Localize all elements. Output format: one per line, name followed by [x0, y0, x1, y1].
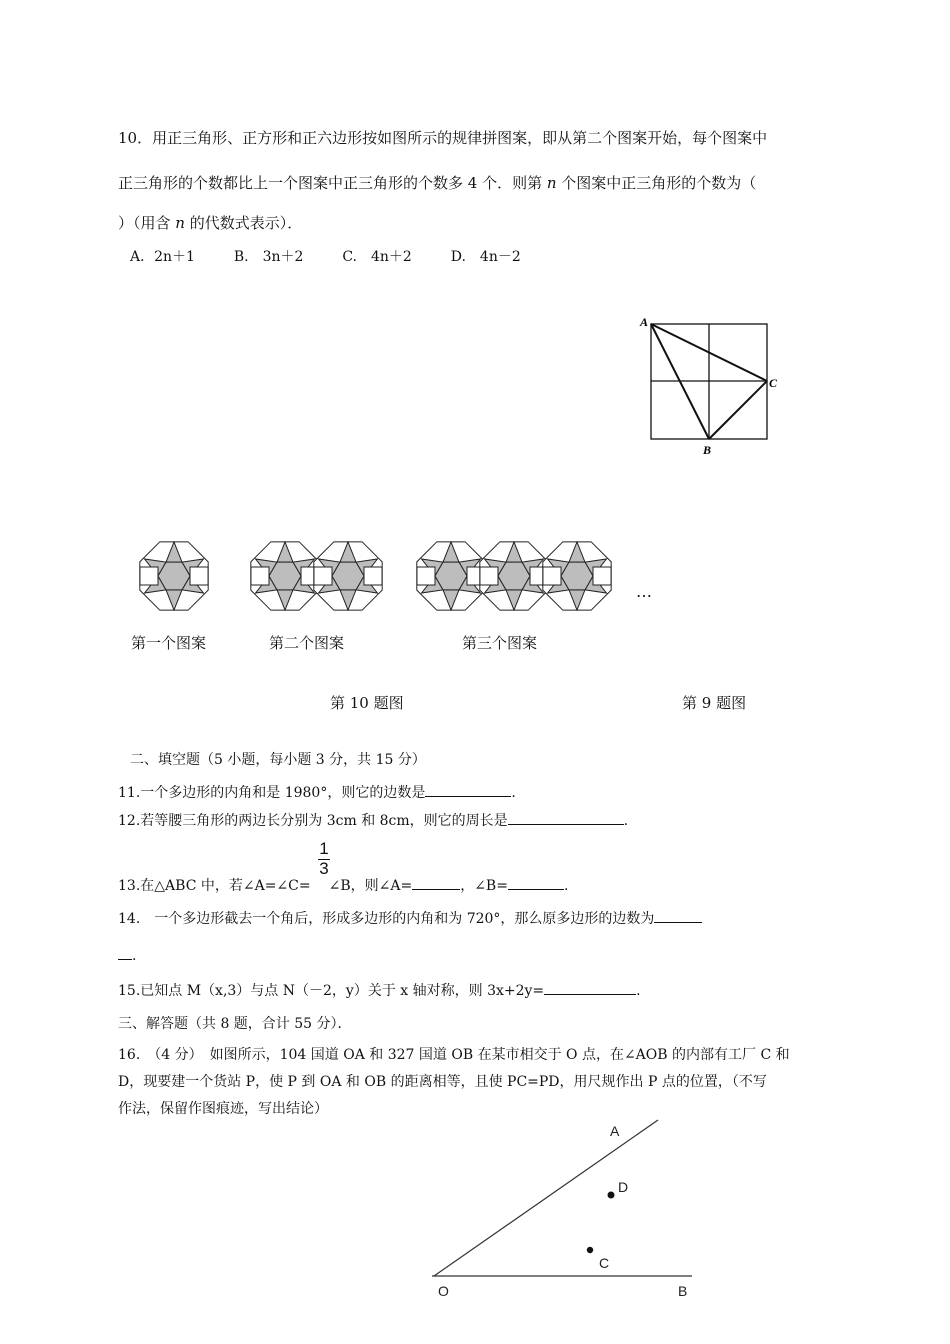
- q10-line1: 10．用正三角形、正方形和正六边形按如图所示的规律拼图案，即从第二个图案开始，每个图案中: [118, 129, 768, 147]
- fig9-label-b: B: [703, 443, 712, 457]
- pattern-square: [480, 567, 498, 585]
- fraction-denominator: 3: [319, 859, 329, 878]
- q16-line1: 16. （4 分） 如图所示，104 国道 OA 和 327 国道 OB 在某市相交于 O 点，在∠AOB 的内部有工厂 C 和: [118, 1047, 790, 1063]
- q11-end: .: [511, 785, 516, 801]
- option-c: C. 4n＋2: [342, 249, 412, 265]
- q12-end: .: [623, 813, 629, 829]
- point-d: [608, 1192, 615, 1199]
- pattern-square: [417, 567, 435, 585]
- q14-blank-cont: [118, 945, 132, 960]
- fig9-label-c: C: [769, 376, 778, 390]
- q14-blank: [654, 908, 702, 923]
- q10-line3-a: ）（用含: [118, 214, 176, 232]
- q15-text: 15.已知点 M（x,3）与点 N（－2，y）关于 x 轴对称，则 3x+2y=: [118, 983, 545, 999]
- q15-blank: [544, 980, 636, 995]
- q11: [118, 782, 516, 802]
- fig16-label-c: C: [599, 1255, 610, 1271]
- q10-line3: [118, 212, 302, 233]
- q13-text-c: ，∠B=: [460, 878, 508, 894]
- pattern-square: [314, 567, 332, 585]
- q10-line2-b: 个图案中正三角形的个数为（: [556, 174, 757, 192]
- fig9-label-a: A: [640, 315, 649, 329]
- caption-pattern-1: 第一个图案: [131, 634, 207, 652]
- fig16-diagram: [420, 1110, 710, 1310]
- caption-pattern-2: 第二个图案: [269, 634, 345, 652]
- fig16-label-o: O: [438, 1283, 449, 1299]
- q14-cont: [118, 945, 136, 964]
- q10-line2-a: 正三角形的个数都比上一个图案中正三角形的个数多 4 个．则第: [118, 174, 547, 192]
- q14: [118, 908, 702, 928]
- q15: [118, 980, 641, 1000]
- fig9-diagram: [630, 310, 800, 460]
- fig16-label-b: B: [678, 1283, 688, 1299]
- fig16-label-d: D: [618, 1179, 629, 1195]
- pattern-square: [543, 567, 561, 585]
- q13-blank-b: [508, 875, 564, 890]
- q12: [118, 810, 628, 830]
- fig9-caption: 第 9 题图: [682, 694, 747, 712]
- point-c: [587, 1247, 593, 1253]
- option-d: D. 4n－2: [450, 249, 521, 265]
- option-b: B. 3n＋2: [233, 249, 304, 265]
- q12-text: 12.若等腰三角形的两边长分别为 3cm 和 8cm，则它的周长是: [118, 813, 508, 829]
- caption-pattern-3: 第三个图案: [462, 634, 538, 652]
- pattern-square: [364, 567, 382, 585]
- q10-n: n: [546, 174, 557, 192]
- fraction-numerator: 1: [319, 839, 329, 858]
- q13: [118, 875, 568, 895]
- pattern-square: [190, 567, 208, 585]
- q14-text: 14. 一个多边形截去一个角后，形成多边形的内角和为 720°，那么原多边形的边数为: [118, 911, 655, 927]
- q11-text: 11.一个多边形的内角和是 1980°，则它的边数是: [118, 785, 426, 801]
- q15-end: .: [636, 983, 641, 999]
- q10-line2: [118, 172, 756, 193]
- section3-heading: 三、解答题（共 8 题，合计 55 分）．: [118, 1016, 352, 1032]
- fig16-label-a: A: [610, 1123, 620, 1139]
- q14-end: .: [132, 948, 137, 964]
- q12-blank: [508, 810, 624, 825]
- q10-line3-b: 的代数式表示）．: [184, 214, 303, 232]
- section2-heading: 二、填空题（5 小题，每小题 3 分，共 15 分）: [130, 752, 426, 768]
- pattern-square: [251, 567, 269, 585]
- option-a: A．2n＋1: [130, 249, 195, 265]
- q16-line2: D，现要建一个货站 P，使 P 到 OA 和 OB 的距离相等，且使 PC=PD，用尺规作出 P 点的位置，（不写: [118, 1074, 767, 1090]
- q16-line3: 作法，保留作图痕迹，写出结论）: [118, 1101, 328, 1117]
- q10-options: [130, 246, 521, 266]
- fig10-patterns: [120, 530, 640, 620]
- q13-text-b: ∠B，则∠A=: [328, 878, 413, 894]
- q10-n: n: [175, 214, 185, 232]
- q13-text-a: 13.在△ABC 中，若∠A=∠C=: [118, 878, 311, 894]
- q11-blank: [425, 782, 511, 797]
- fig10-ellipsis: …: [636, 582, 652, 601]
- pattern-square: [140, 567, 158, 585]
- q13-blank-a: [412, 875, 460, 890]
- fig10-caption: 第 10 题图: [330, 694, 404, 712]
- q13-end: .: [563, 878, 569, 894]
- pattern-square: [593, 567, 611, 585]
- q13-fraction: [318, 840, 330, 878]
